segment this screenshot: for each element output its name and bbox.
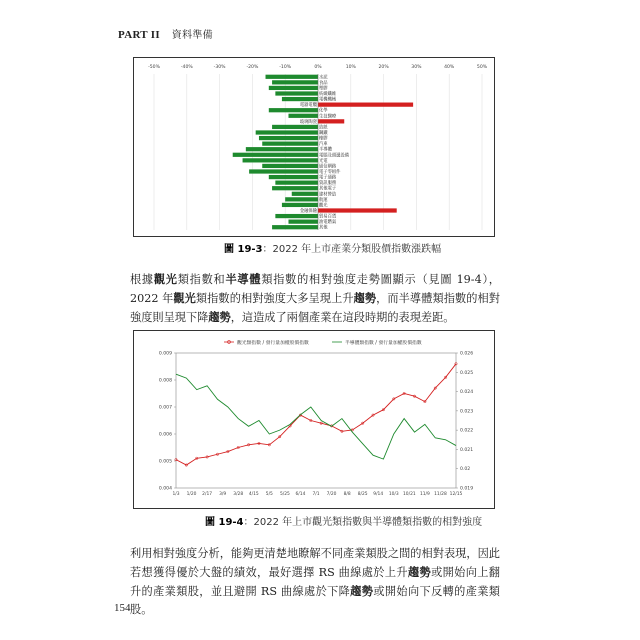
left-y-tick-label: 0.006 <box>158 432 172 438</box>
text-run: 趨勢 <box>208 310 231 324</box>
text-run: 類指數和 <box>177 273 226 286</box>
figure-19-3-caption <box>224 240 441 255</box>
x-tick-label: 3/28 <box>233 492 244 497</box>
x-tick-label: 1/20 <box>186 492 197 497</box>
x-tick-label: 6/14 <box>295 492 306 497</box>
legend-label: 半導體類指數 / 發行量加權股價指數 <box>345 341 422 346</box>
right-y-tick-label: 0.022 <box>460 428 474 434</box>
left-y-tick-label: 0.005 <box>158 459 172 465</box>
category-label: 通信網路 <box>319 164 337 170</box>
category-label: 建材營造 <box>319 192 337 198</box>
category-label: 紡織纖維 <box>319 92 337 98</box>
x-tick-label: 12/15 <box>449 492 463 497</box>
bar <box>246 147 318 151</box>
category-label: 橡膠 <box>319 136 328 142</box>
text-run: 觀光 <box>153 272 178 286</box>
text-run: 觀光 <box>173 291 196 305</box>
x-tick-label: 11/28 <box>434 492 447 497</box>
category-label: 其他電子 <box>319 186 337 192</box>
bar <box>266 75 318 79</box>
x-tick-label: 2/17 <box>202 492 213 497</box>
text-run: 趨勢 <box>353 291 377 305</box>
x-tick-label: 3/9 <box>219 492 227 497</box>
text-run: 半導體 <box>225 272 262 286</box>
x-tick-label: -50% <box>148 65 160 70</box>
x-tick-label: 7/20 <box>326 492 337 497</box>
right-y-tick-label: 0.02 <box>460 467 471 473</box>
series-line <box>176 374 456 459</box>
bar <box>249 169 318 173</box>
bar <box>269 86 318 90</box>
x-tick-label: 7/1 <box>312 492 320 497</box>
bar <box>259 136 318 140</box>
category-label: 電腦及週邊設備 <box>319 153 350 159</box>
category-label: 半導體 <box>319 147 332 153</box>
x-tick-label: 5/5 <box>265 492 273 497</box>
right-y-tick-label: 0.025 <box>460 370 474 376</box>
bar <box>318 208 397 212</box>
x-tick-label: 40% <box>444 65 455 70</box>
left-y-tick-label: 0.004 <box>158 486 172 492</box>
text-run: ，而半導體類指數的相對強度則呈現下降 <box>130 292 500 324</box>
x-tick-label: 20% <box>378 65 389 70</box>
category-label: 電器電纜 <box>299 103 317 109</box>
bar <box>275 181 318 185</box>
category-label: 鋼鐵 <box>319 131 328 137</box>
category-label: 造紙 <box>319 125 328 131</box>
running-header <box>118 26 213 41</box>
left-y-tick-label: 0.007 <box>158 405 172 411</box>
text-run: 類指數的相對強度走勢圖顯示（見圖 19-4），2022 年 <box>130 273 500 305</box>
x-tick-label: 50% <box>476 65 488 70</box>
x-tick-label: 30% <box>411 65 422 70</box>
x-tick-label: 4/15 <box>248 492 259 497</box>
x-tick-label: -30% <box>213 65 226 70</box>
category-label: 化學 <box>319 108 328 114</box>
section-label: 資料準備 <box>171 30 213 41</box>
category-label: 金融保險 <box>299 209 317 215</box>
bar <box>262 142 318 146</box>
right-y-tick-label: 0.019 <box>460 486 474 492</box>
x-tick-label: 8/25 <box>357 492 368 497</box>
bar <box>256 130 318 134</box>
legend <box>224 339 422 346</box>
x-tick-label: 1/3 <box>172 492 180 497</box>
bar <box>275 91 318 95</box>
category-label: 資訊服務 <box>319 181 337 187</box>
category-label: 塑膠 <box>319 86 328 92</box>
left-y-tick-label: 0.009 <box>158 351 172 357</box>
x-tick-label: 8/8 <box>343 492 351 497</box>
text-run: ，這造成了兩個產業在這段時期的表現差距。 <box>230 311 455 324</box>
category-label: 其他 <box>319 225 328 231</box>
right-y-tick-label: 0.024 <box>460 390 474 396</box>
bar <box>272 125 318 129</box>
category-label: 食品 <box>319 80 328 86</box>
caption-text: ：2022 年上市觀光類指數與半導體類指數的相對強度 <box>243 517 483 528</box>
body-paragraph-2 <box>130 545 500 619</box>
figure-19-4-frame <box>133 330 495 509</box>
bar <box>262 164 318 168</box>
right-y-tick-label: 0.026 <box>460 351 474 357</box>
category-label: 汽車 <box>319 142 328 148</box>
bar <box>269 108 318 112</box>
text-run: 根據 <box>130 273 154 286</box>
x-tick-label: -20% <box>246 65 259 70</box>
category-label: 生技醫療 <box>319 114 337 120</box>
x-tick-label: -40% <box>180 65 193 70</box>
caption-number: 圖 19-3 <box>224 244 263 255</box>
body-paragraph-1 <box>130 270 500 327</box>
bar <box>318 103 413 107</box>
bar <box>272 186 318 190</box>
figure-19-4-caption <box>205 513 482 528</box>
x-tick-label: 5/25 <box>279 492 290 497</box>
text-run: 或開始向上翻升的產業類股，並且避開 RS 曲線處於下降 <box>130 566 500 598</box>
text-run: 類指數的相對強度大多呈現上升 <box>195 292 354 305</box>
right-y-tick-label: 0.021 <box>460 447 474 453</box>
bar <box>243 158 318 162</box>
plot-frame <box>176 353 456 488</box>
category-label: 貿易百貨 <box>319 214 337 220</box>
category-label: 光電 <box>319 158 328 164</box>
bar <box>318 119 344 123</box>
industry-bar-chart <box>134 58 494 236</box>
right-y-tick-label: 0.023 <box>460 409 474 415</box>
bar <box>282 97 318 101</box>
bar <box>272 80 318 84</box>
bar <box>282 203 318 207</box>
bar <box>285 197 318 201</box>
x-tick-label: 10/3 <box>388 492 399 497</box>
part-label: PART II <box>118 29 160 41</box>
caption-number: 圖 19-4 <box>205 517 244 528</box>
category-label: 電機機械 <box>319 97 337 103</box>
category-label: 電子零組件 <box>319 170 341 176</box>
text-run: 或開始向下反轉的產業類股。 <box>130 585 500 616</box>
legend-label: 觀光類指數 / 發行量加權股價指數 <box>237 341 309 346</box>
bar <box>288 114 318 118</box>
x-tick-label: 0% <box>314 65 322 70</box>
bar <box>292 192 318 196</box>
x-tick-label: 11/9 <box>419 492 430 497</box>
category-label: 水泥 <box>319 75 328 81</box>
text-run: 趨勢 <box>407 565 432 579</box>
category-label: 油電燃氣 <box>319 220 337 226</box>
x-tick-label: -10% <box>279 65 292 70</box>
category-label: 觀光 <box>319 203 328 209</box>
page-number: 154 <box>114 602 131 614</box>
x-tick-label: 10/21 <box>403 492 416 497</box>
category-label: 玻璃陶瓷 <box>299 119 317 125</box>
bar <box>272 225 318 229</box>
left-y-tick-label: 0.008 <box>158 378 172 384</box>
bar <box>275 214 318 218</box>
relative-strength-line-chart <box>134 331 494 508</box>
category-label: 電子通路 <box>319 175 337 181</box>
category-label: 航運 <box>319 197 328 203</box>
x-tick-label: 10% <box>345 65 356 70</box>
caption-text: ：2022 年上市產業分類股價指數漲跌幅 <box>262 244 442 255</box>
bar <box>269 175 318 179</box>
text-run: 趨勢 <box>350 584 374 598</box>
bar <box>233 153 318 157</box>
figure-19-3-frame <box>133 57 495 237</box>
text-run: 利用相對強度分析，能夠更清楚地瞭解不同產業類股之間的相對表現，因此若想獲得優於大盤的績效，最好選擇 RS 曲線處於上升 <box>130 547 500 579</box>
x-tick-label: 9/14 <box>373 492 384 497</box>
bar <box>288 220 318 224</box>
